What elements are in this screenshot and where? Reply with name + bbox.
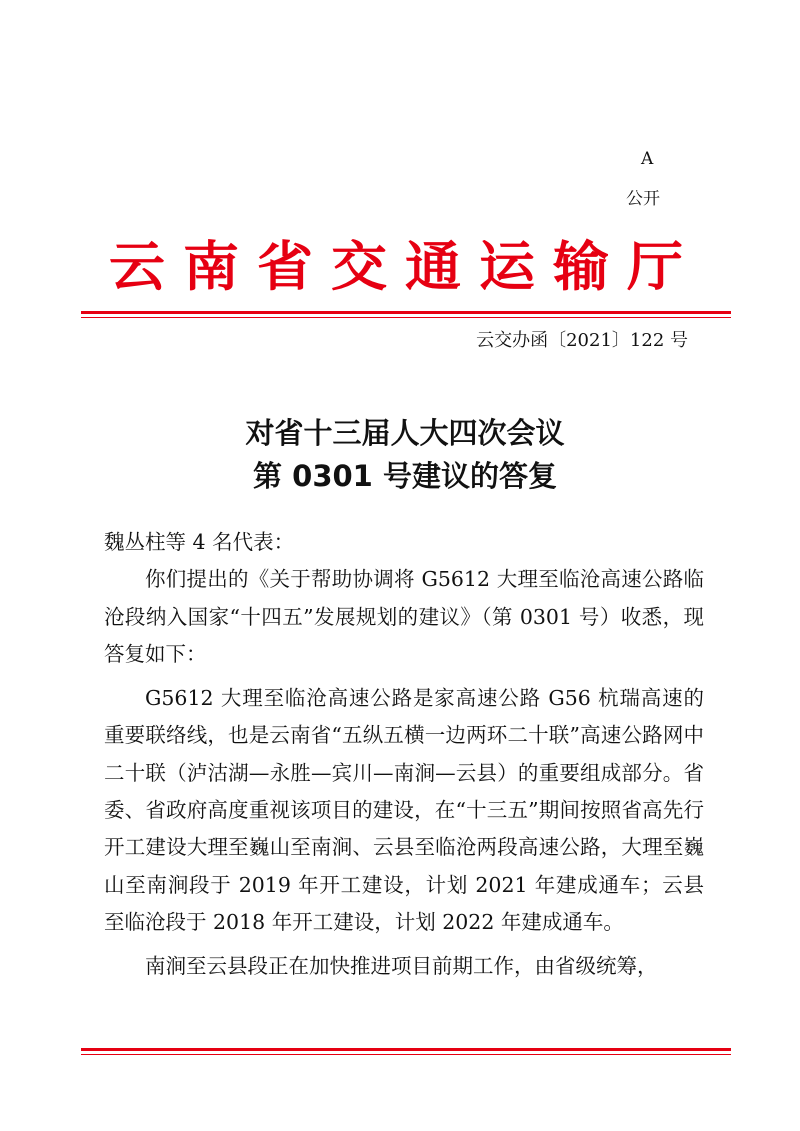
document-title xyxy=(80,412,730,498)
masthead-rule-thin xyxy=(81,317,731,318)
disclosure-mark: 公开 xyxy=(626,189,660,209)
salutation: 魏丛柱等 4 名代表： xyxy=(104,530,295,554)
body-paragraph: G5612 大理至临沧高速公路是家高速公路 G56 杭瑞高速的重要联络线，也是云南省“五纵五横一边两环二十联”高速公路网中二十联（泸沽湖—永胜—宾川—南涧—云县）的重要组成部分。省委、省政府高度重视该项目的建设，在“十三五”期间按照省高先行开工建设大理至巍山至南涧、云县至临沧两段高速公路，大理至巍山至南涧段于 2019 年开工建设，计划 2021 年建成通车；云县至临沧段于 2018 年开工建设，计划 2022 年建成通车。 xyxy=(104,686,704,934)
title-line-1: 对省十三届人大四次会议 xyxy=(245,416,565,450)
footer-rule-thick xyxy=(81,1048,731,1051)
footer-rule-thin xyxy=(81,1054,731,1055)
organization-masthead: 云南省交通运输厅 xyxy=(109,236,701,299)
masthead-rule-thick xyxy=(81,311,731,314)
grade-mark: A xyxy=(641,149,654,169)
body-paragraph: 南涧至云县段正在加快推进项目前期工作，由省级统筹， xyxy=(145,954,658,979)
document-body xyxy=(104,524,704,993)
document-number: 云交办函〔2021〕122 号 xyxy=(476,330,688,351)
body-paragraph: 你们提出的《关于帮助协调将 G5612 大理至临沧高速公路临沧段纳入国家“十四五”发展规划的建议》（第 0301 号）收悉，现答复如下： xyxy=(104,567,704,666)
title-line-2: 第 0301 号建议的答复 xyxy=(253,459,557,493)
